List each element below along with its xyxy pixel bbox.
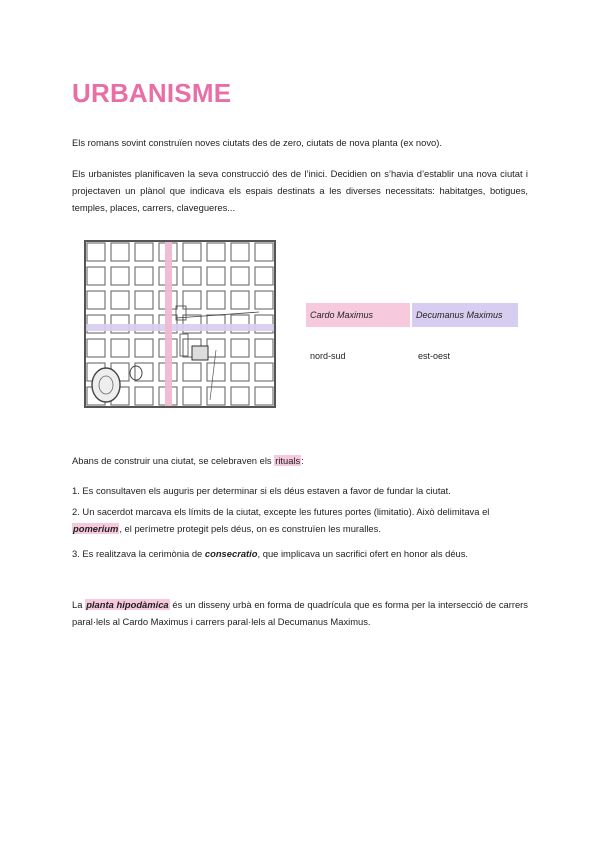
cardo-band: [165, 240, 172, 408]
hippodamic-lead: La: [72, 599, 86, 610]
page-title: URBANISME: [72, 78, 232, 108]
grid-block: [87, 243, 105, 261]
decumanus-legend: Decumanus Maximus: [412, 303, 518, 327]
grid-block: [111, 339, 129, 357]
grid-block: [87, 339, 105, 357]
grid-block: [135, 291, 153, 309]
hippodamic-paragraph: [72, 596, 528, 630]
grid-block: [255, 339, 273, 357]
grid-block: [183, 363, 201, 381]
grid-block: [231, 339, 249, 357]
grid-block: [111, 243, 129, 261]
grid-block: [255, 291, 273, 309]
cardo-legend: Cardo Maximus: [306, 303, 410, 327]
grid-block: [207, 387, 225, 405]
grid-block: [135, 267, 153, 285]
rituals-colon: :: [301, 455, 304, 466]
grid-block: [183, 267, 201, 285]
grid-block: [231, 243, 249, 261]
grid-block: [135, 243, 153, 261]
grid-block: [207, 291, 225, 309]
step-1: 1. Es consultaven els auguris per determinar si els déus estaven a favor de fundar la ciutat.: [72, 485, 451, 496]
grid-block: [183, 243, 201, 261]
step-2-text: 2. Un sacerdot marcava els límits de la ciutat, excepte les futures portes (limitatio). Això delimitava el: [72, 506, 490, 517]
step-2-tail: , el perímetre protegit pels déus, on es construïen les muralles.: [119, 523, 381, 534]
consecratio-keyword: consecratio: [204, 548, 258, 559]
grid-block: [255, 267, 273, 285]
grid-block: [231, 267, 249, 285]
grid-block: [87, 267, 105, 285]
grid-block: [255, 363, 273, 381]
grid-block: [87, 291, 105, 309]
city-grid-plan: [84, 240, 276, 408]
grid-block: [135, 387, 153, 405]
rituals-text: Abans de construir una ciutat, se celebraven els: [72, 455, 275, 466]
grid-block: [207, 339, 225, 357]
grid-block: [135, 339, 153, 357]
hippodamic-text: és un disseny urbà en forma de quadrícula que es forma per la intersecció de carrers paral·lels al Cardo Maximus i carrers paral·lels al Decumanus Maximus.: [72, 599, 528, 627]
planning-paragraph: Els urbanistes planificaven la seva construcció des de l’inici. Decidien on s’havia d’establir una nova ciutat i projectaven un plànol que indicava els espais destinats a les diverses necessitats: habitatges, botigues, temples, places, carrers, clavegueres...: [72, 168, 528, 213]
step-2: [72, 503, 528, 537]
grid-block: [183, 387, 201, 405]
grid-block: [207, 243, 225, 261]
intro-paragraph: Els romans sovint construïen noves ciutats des de zero, ciutats de nova planta (ex novo).: [72, 137, 442, 148]
grid-block: [111, 267, 129, 285]
hippodamic-keyword: planta hipodàmica: [86, 599, 169, 610]
grid-block: [135, 363, 153, 381]
grid-block: [231, 363, 249, 381]
grid-block: [111, 291, 129, 309]
temple: [192, 346, 208, 360]
grid-block: [231, 291, 249, 309]
cardo-direction: nord-sud: [310, 351, 346, 361]
grid-block: [255, 243, 273, 261]
step-3: [72, 545, 528, 562]
step-3-tail: , que implicava un sacrifici ofert en honor als déus.: [257, 548, 469, 559]
step-3-text: 3. Es realitzava la cerimònia de: [72, 548, 205, 559]
rituals-keyword: rituals: [275, 455, 301, 466]
pomerium-keyword: pomerium: [73, 523, 119, 534]
grid-block: [231, 387, 249, 405]
grid-block: [255, 387, 273, 405]
amphitheatre: [92, 368, 120, 402]
decumanus-direction: est-oest: [418, 351, 451, 361]
decumanus-band: [84, 324, 276, 331]
grid-block: [207, 363, 225, 381]
rituals-intro: [72, 452, 528, 469]
grid-block: [207, 267, 225, 285]
